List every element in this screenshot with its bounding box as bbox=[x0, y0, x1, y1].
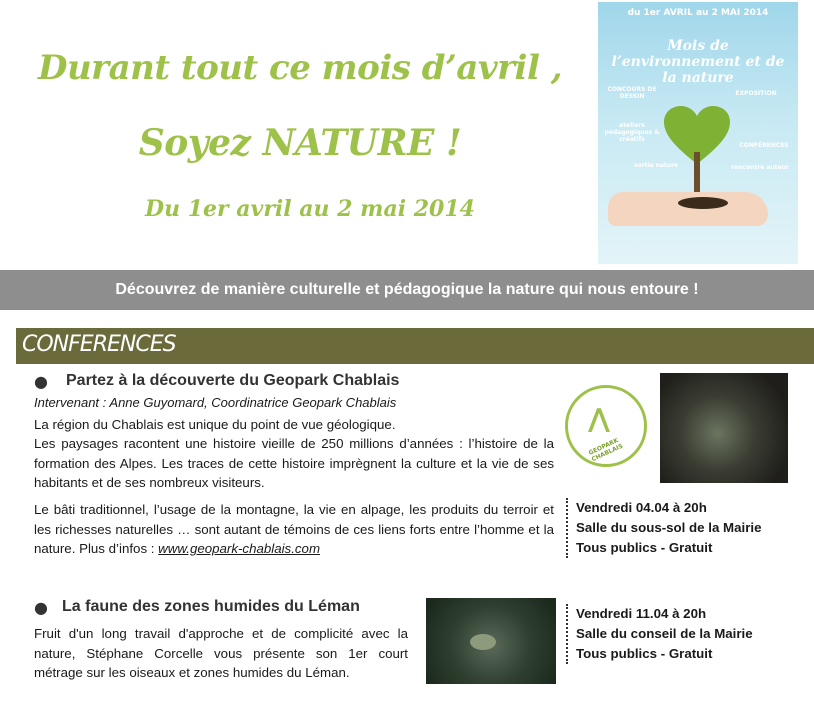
soil-illustration bbox=[678, 197, 728, 209]
item-speaker: Intervenant : Anne Guyomard, Coordinatrice Geopark Chablais bbox=[34, 395, 397, 410]
event-audience: Tous publics - Gratuit bbox=[576, 646, 713, 661]
poster-title: Mois de l’environnement et de la nature bbox=[611, 38, 785, 86]
poster-label-sortie: sortie nature bbox=[633, 162, 679, 169]
headline-line-2: Soyez NATURE ! bbox=[138, 122, 462, 164]
poster-label-exposition: EXPOSITION bbox=[735, 90, 777, 97]
poster-label-concours: CONCOURS DE DESSIN bbox=[607, 86, 657, 100]
section-title: CONFERENCES bbox=[22, 332, 176, 357]
intro-banner: Découvrez de manière culturelle et pédagogique la nature qui nous entoure ! bbox=[0, 270, 814, 310]
item-paragraph-1: La région du Chablais est unique du point de vue géologique. bbox=[34, 417, 396, 432]
bullet-icon: ● bbox=[34, 372, 48, 391]
event-venue: Salle du sous-sol de la Mairie bbox=[576, 520, 762, 535]
bird-shape bbox=[470, 634, 496, 650]
poster-date: du 1er AVRIL au 2 MAI 2014 bbox=[627, 8, 769, 18]
poster-label-ateliers: ateliers pédagogiques & créatifs bbox=[604, 122, 660, 143]
event-audience: Tous publics - Gratuit bbox=[576, 540, 713, 555]
item-title-geopark: Partez à la découverte du Geopark Chablais bbox=[66, 372, 400, 389]
poster-label-rencontre: rencontre auteur bbox=[731, 164, 789, 171]
event-venue: Salle du conseil de la Mairie bbox=[576, 626, 753, 641]
event-date: Vendredi 04.04 à 20h bbox=[576, 500, 707, 515]
geopark-logo-text: GEOPARK CHABLAIS bbox=[587, 437, 625, 464]
section-header bbox=[16, 328, 814, 364]
headline-dates: Du 1er avril au 2 mai 2014 bbox=[145, 196, 475, 222]
event-info-1 bbox=[566, 498, 761, 558]
bullet-icon: ● bbox=[34, 598, 48, 617]
item-paragraph-3 bbox=[34, 500, 554, 559]
item-paragraph: Fruit d'un long travail d'approche et de complicité avec la nature, Stéphane Corcelle vous présente son 1er court métrage sur les oiseaux et zones humides du Léman. bbox=[34, 626, 408, 680]
poster-label-conferences: CONFÉRENCES bbox=[739, 142, 789, 149]
item-title-faune: La faune des zones humides du Léman bbox=[62, 598, 360, 615]
cave-photo bbox=[660, 373, 788, 483]
item-paragraph-3-text: Le bâti traditionnel, l’usage de la montagne, la vie en alpage, les produits du terroir et les richesses naturelles … sont autant de témoins de ces liens forts entre l’homme et la nature. Plus d’infos : bbox=[34, 502, 554, 556]
event-date: Vendredi 11.04 à 20h bbox=[576, 606, 707, 621]
geopark-logo bbox=[565, 385, 647, 467]
headline-line-1: Durant tout ce mois d’avril , bbox=[37, 48, 563, 88]
geopark-link[interactable]: www.geopark-chablais.com bbox=[158, 541, 321, 556]
geopark-mark-icon: ⋀ bbox=[588, 404, 610, 434]
event-info-2 bbox=[566, 604, 753, 664]
bird-photo bbox=[426, 598, 556, 684]
event-poster bbox=[598, 2, 798, 264]
item-paragraph-2: Les paysages racontent une histoire vieille de 250 millions d’années : l’histoire de la formation des Alpes. Les traces de cette histoire imprègnent la culture et la vie de ses habitants et de ses nombreux visiteurs. bbox=[34, 436, 554, 490]
